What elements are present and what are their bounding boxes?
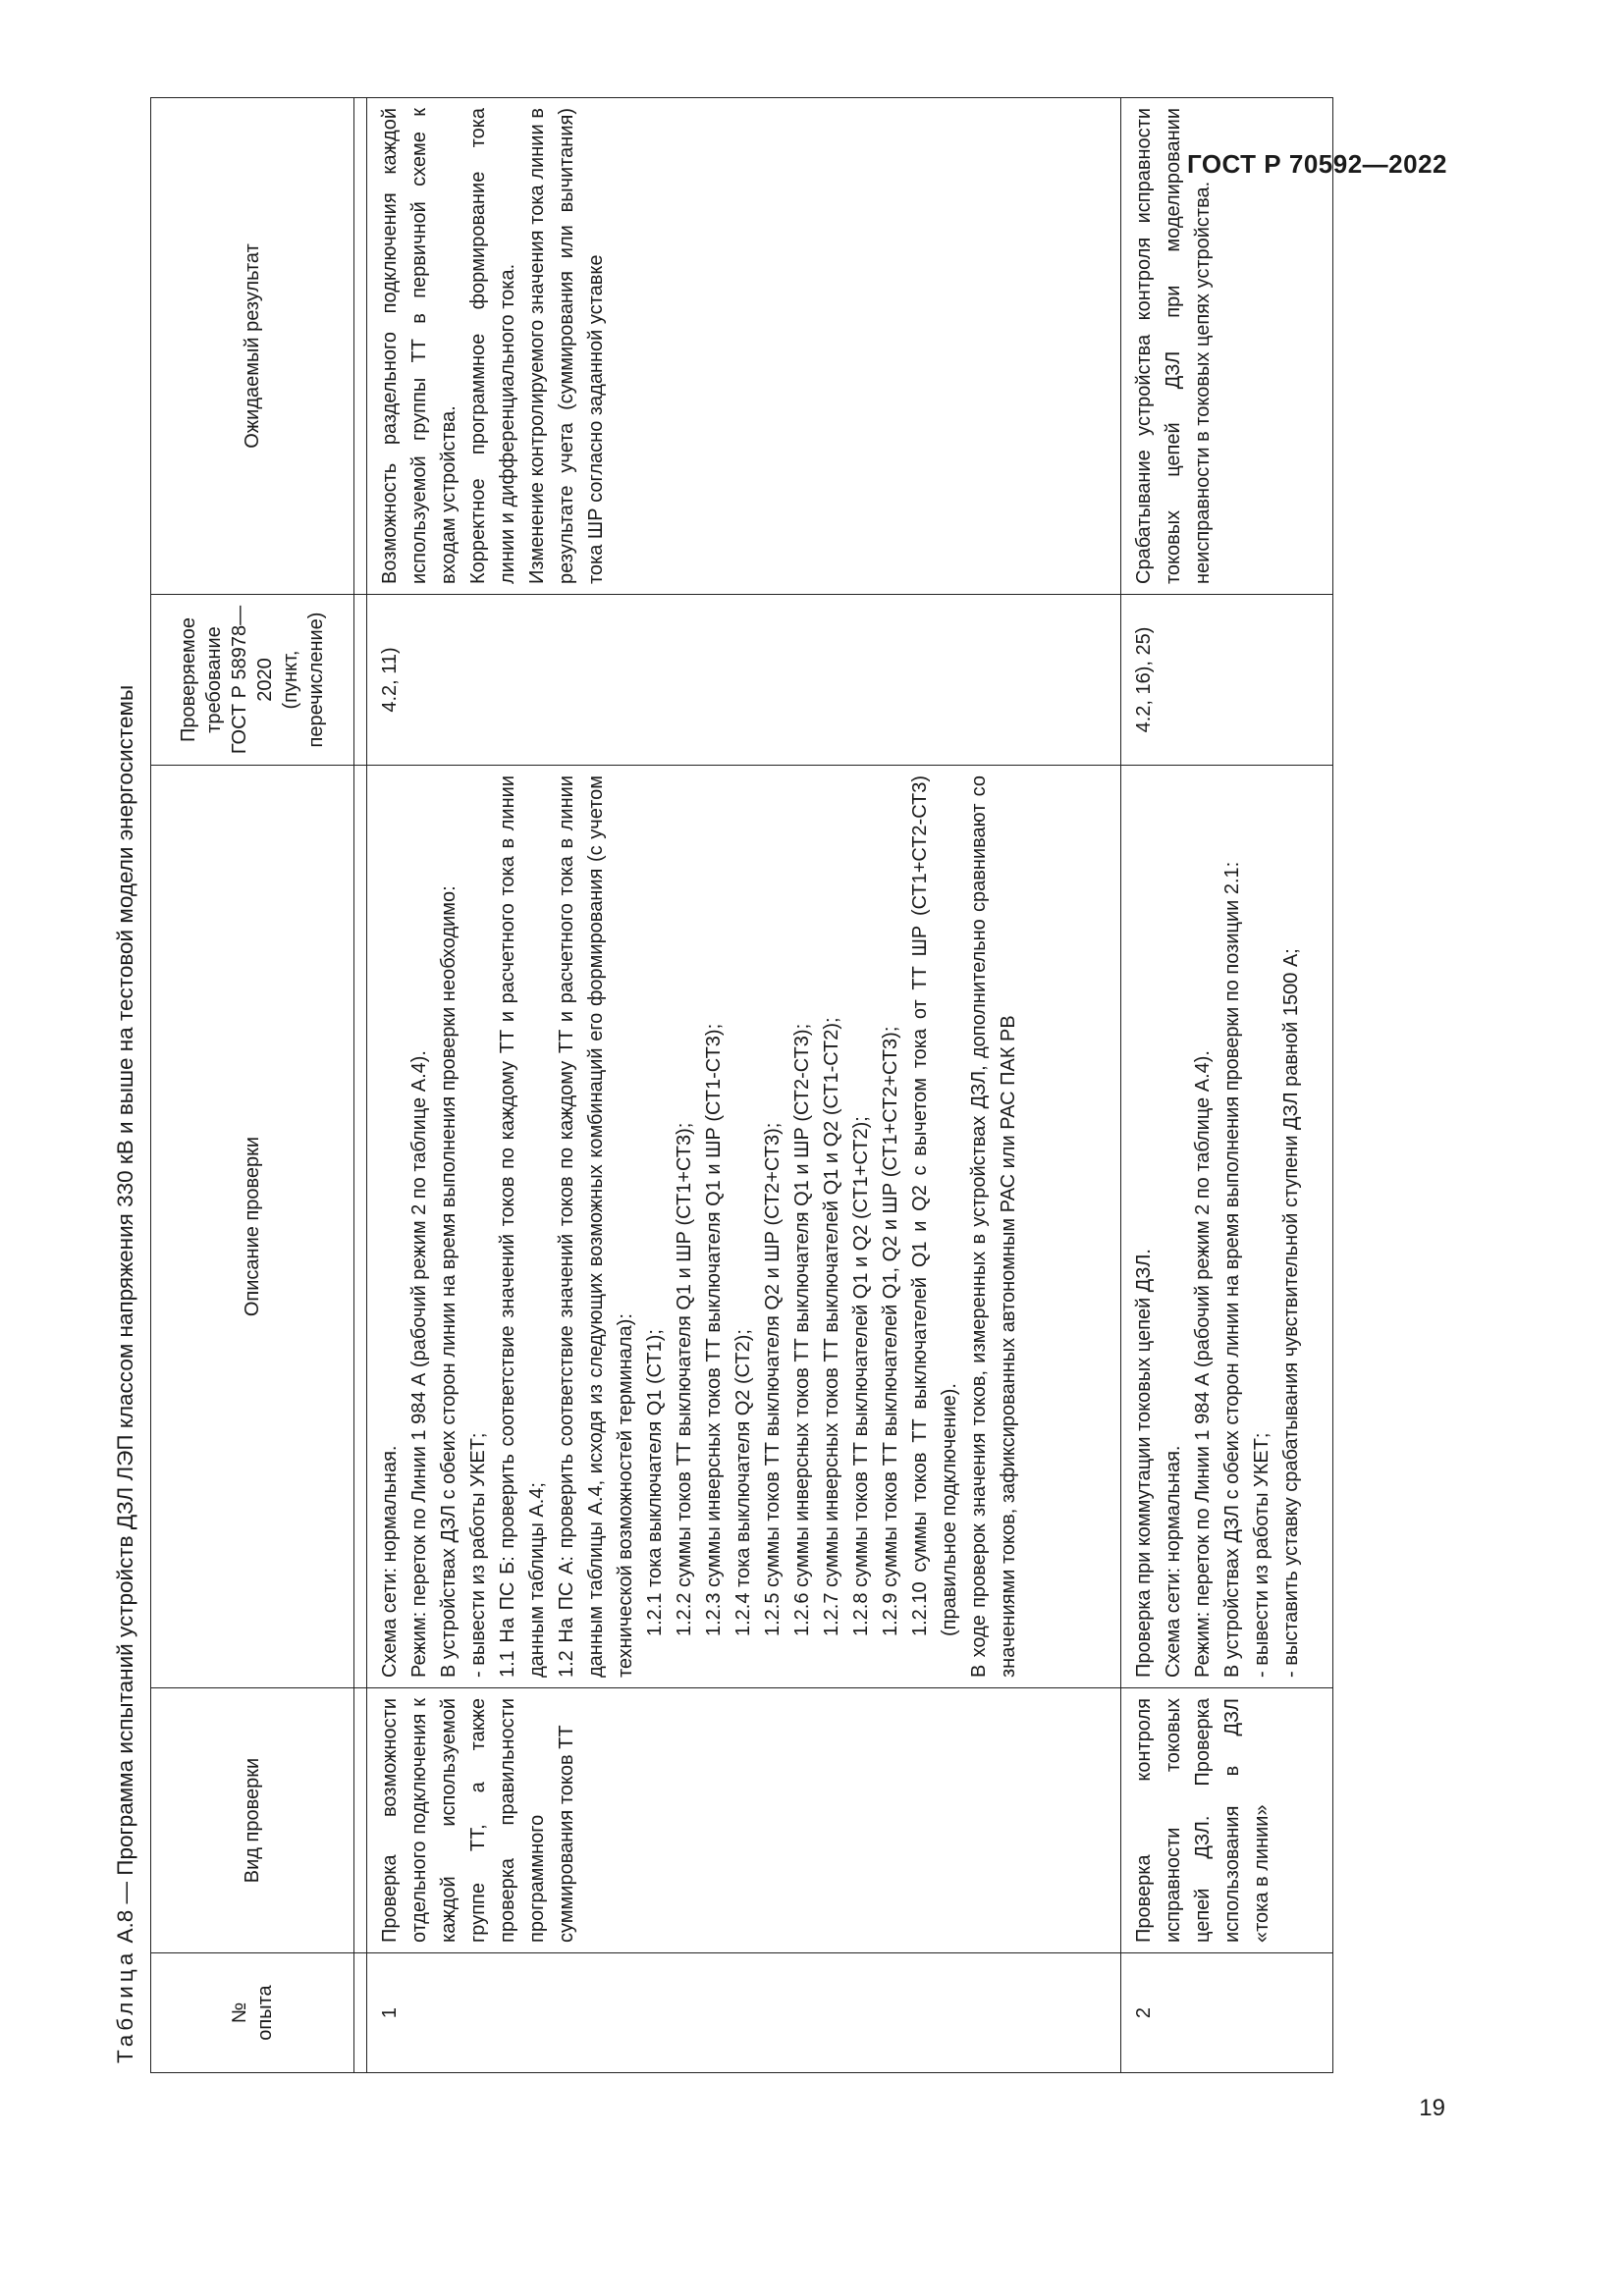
row1-requirement: 4.2, 11) (367, 595, 1121, 766)
page-number: 19 (1419, 2095, 1445, 2121)
row1-result: Возможность раздельного подключения каждой используемой группы ТТ в первичной схеме к входам устройства. Корректное программное формирование тока линии и дифференциального тока. Изменение контролируемого значения тока линии в результате учета (суммирования или вычитания) тока ШР согласно заданной уставке (367, 98, 1121, 595)
rotated-table-frame (105, 98, 1348, 2073)
table-row (367, 98, 1121, 2073)
header-type: Вид проверки (151, 1688, 354, 1953)
row1-num: 1 (367, 1953, 1121, 2073)
row2-num: 2 (1121, 1953, 1333, 2073)
header-requirement: Проверяемое требование ГОСТ Р 58978—2020 (пункт, перечисление) (151, 595, 354, 766)
header-result: Ожидаемый результат (151, 98, 354, 595)
spacer-row (354, 98, 367, 2073)
caption-label: Таблица (113, 1949, 137, 2063)
row1-type: Проверка возможности отдельного подключения к каждой используемой группе ТТ, а также проверка правильности программного суммирования токов ТТ (367, 1688, 1121, 1953)
table-row (1121, 98, 1333, 2073)
row2-description: Проверка при коммутации токовых цепей ДЗЛ. Схема сети: нормальная. Режим: переток по Линии 1 984 А (рабочий режим 2 по таблице А.4). В устройствах ДЗЛ с обеих сторон линии на время выполнения проверки по позиции 2.1: - вывести из работы УКЕТ; - выставить уставку срабатывания чувствительной ступени ДЗЛ равной 1500 А; (1121, 766, 1333, 1688)
row2-type: Проверка контроля исправности токовых цепей ДЗЛ. Проверка использования в ДЗЛ «тока в линии» (1121, 1688, 1333, 1953)
row2-result: Срабатывание устройства контроля исправности токовых цепей ДЗЛ при моделировании неисправности в токовых цепях устройства. (1121, 98, 1333, 595)
standard-designation: ГОСТ Р 70592—2022 (1186, 149, 1447, 179)
row2-requirement: 4.2, 16), 25) (1121, 595, 1333, 766)
caption-text: А.8 — Программа испытаний устройств ДЗЛ ЛЭП классом напряжения 330 кВ и выше на тестовой модели энергосистемы (113, 684, 137, 1944)
header-description: Описание проверки (151, 766, 354, 1688)
table-header-row (151, 98, 354, 2073)
header-num: № опыта (151, 1953, 354, 2073)
test-program-table (150, 97, 1333, 2073)
row1-description: Схема сети: нормальная. Режим: переток по Линии 1 984 А (рабочий режим 2 по таблице А.4). В устройствах ДЗЛ с обеих сторон линии на время выполнения проверки необходимо: - вывести из работы УКЕТ; 1.1 На ПС Б: проверить соответствие значений токов по каждому ТТ и расчетного тока в линии данным таблицы А.4; 1.2 На ПС А: проверить соответствие значений токов по каждому ТТ и расчетного тока в линии данным таблицы А.4, исходя из следующих возможных комбинаций его формирования (с учетом технической возможностей терминала): 1.2.1 тока выключателя Q1 (СТ1); 1.2.2 суммы токов ТТ выключателя Q1 и ШР (СТ1+СТ3); 1.2.3 суммы инверсных токов ТТ выключателя Q1 и ШР (СТ1-СТ3); 1.2.4 тока выключателя Q2 (СТ2); 1.2.5 суммы токов ТТ выключателя Q2 и ШР (СТ2+СТ3); 1.2.6 суммы инверсных токов ТТ выключателя Q1 и ШР (СТ2-СТ3); 1.2.7 суммы инверсных токов ТТ выключателей Q1 и Q2 (СТ1-СТ2); 1.2.8 суммы токов ТТ выключателей Q1 и Q2 (СТ1+СТ2); 1.2.9 суммы токов ТТ выключателей Q1, Q2 и ШР (СТ1+СТ2+СТ3); 1.2.10 суммы токов ТТ выключателей Q1 и Q2 с вычетом тока от ТТ ШР (СТ1+СТ2-СТ3) (правильное подключение). В ходе проверок значения токов, измеренных в устройствах ДЗЛ, дополнительно сравнивают со значениями токов, зафиксированных автономным РАС или РАС ПАК РВ (367, 766, 1121, 1688)
table-caption (113, 685, 138, 2063)
